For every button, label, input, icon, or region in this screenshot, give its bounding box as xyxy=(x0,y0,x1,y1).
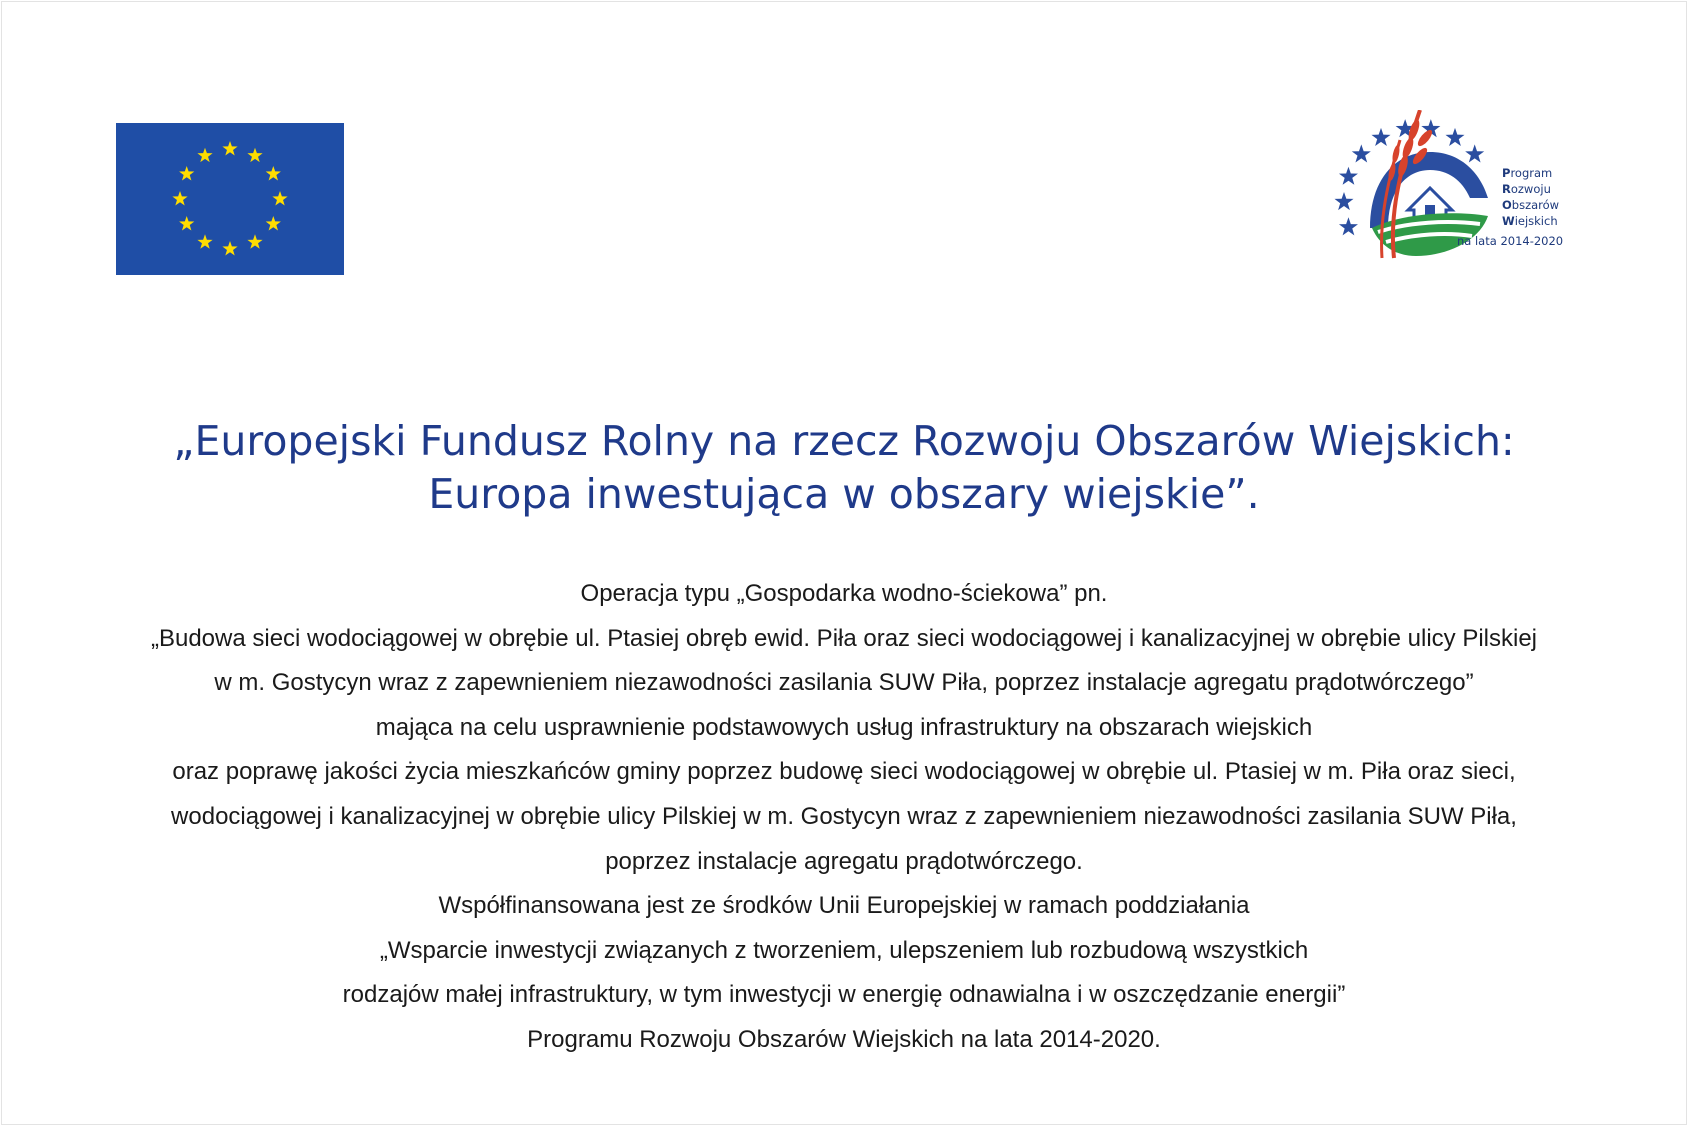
prow-star-icon xyxy=(1371,128,1390,146)
prow-name-line: Obszarów xyxy=(1502,198,1560,212)
prow-name-line: Program xyxy=(1502,166,1553,180)
body-line: w m. Gostycyn wraz z zapewnieniem niezawodności zasilania SUW Piła, poprzez instalacje agregatu prądotwórczego” xyxy=(214,669,1474,697)
body-line: wodociągowej i kanalizacyjnej w obrębie ulicy Pilskiej w m. Gostycyn wraz z zapewnieniem niezawodności zasilania SUW Piła, xyxy=(171,802,1517,830)
eu-flag-icon xyxy=(116,123,344,275)
prow-star-icon xyxy=(1334,192,1353,210)
body-line: „Budowa sieci wodociągowej w obrębie ul. Ptasiej obręb ewid. Piła oraz sieci wodociągowej i kanalizacyjnej w obrębie ulicy Pilskiej xyxy=(150,624,1538,652)
body-line: poprzez instalacje agregatu prądotwórczego. xyxy=(605,847,1083,875)
prow-name-line: Wiejskich xyxy=(1502,214,1558,228)
title-line: „Europejski Fundusz Rolny na rzecz Rozwoju Obszarów Wiejskich: xyxy=(173,417,1515,465)
body-line: mająca na celu usprawnienie podstawowych usług infrastruktury na obszarach wiejskich xyxy=(375,713,1313,741)
prow-star-icon xyxy=(1465,144,1484,162)
body-line: Programu Rozwoju Obszarów Wiejskich na lata 2014-2020. xyxy=(527,1025,1161,1053)
prow-name-line: Rozwoju xyxy=(1502,182,1551,196)
body-line: oraz poprawę jakości życia mieszkańców gminy poprzez budowę sieci wodociągowej w obrębie ul. Ptasiej w m. Piła oraz sieci, xyxy=(172,758,1516,786)
prow-star-icon xyxy=(1339,167,1358,185)
prow-name xyxy=(1502,165,1559,229)
body-line: Współfinansowana jest ze środków Unii Europejskiej w ramach poddziałania xyxy=(438,892,1250,920)
title-line: Europa inwestująca w obszary wiejskie”. xyxy=(428,470,1260,518)
body-line: rodzajów małej infrastruktury, w tym inwestycji w energię odnawialna i w oszczędzanie energii” xyxy=(342,981,1346,1009)
prow-years: na lata 2014-2020 xyxy=(1457,234,1564,248)
prow-star-icon xyxy=(1339,217,1358,235)
body-line: „Wsparcie inwestycji związanych z tworzeniem, ulepszeniem lub rozbudową wszystkich xyxy=(379,936,1309,964)
body-line: Operacja typu „Gospodarka wodno-ściekowa” pn. xyxy=(580,580,1108,607)
prow-logo xyxy=(1330,110,1570,265)
prow-star-icon xyxy=(1352,144,1371,162)
main-title xyxy=(0,415,1688,521)
operation-description xyxy=(0,572,1688,1063)
prow-star-icon xyxy=(1445,128,1464,146)
